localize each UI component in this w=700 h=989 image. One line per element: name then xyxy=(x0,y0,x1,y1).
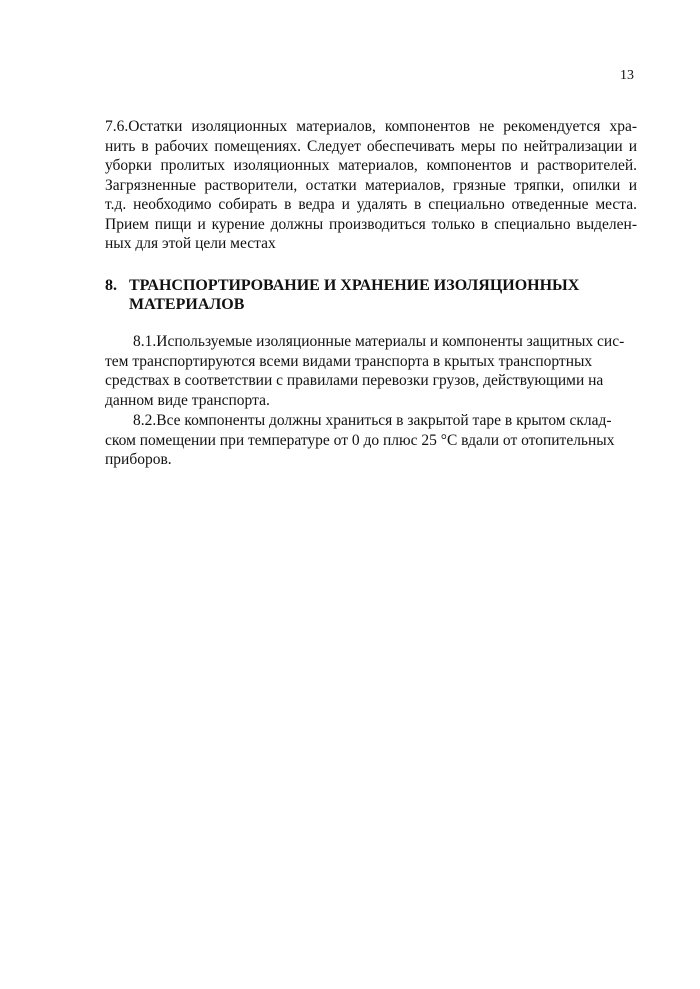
text-line: ных для этой цели местах xyxy=(105,235,276,252)
text-line: средствах в соответствии с правилами перевозки грузов, действующими на xyxy=(105,372,604,389)
text-line: 8.2.Все компоненты должны храниться в закрытой таре в крытом склад- xyxy=(133,412,612,429)
section-title-line-2: МАТЕРИАЛОВ xyxy=(129,296,245,313)
text-line: Загрязненные растворители, остатки материалов, грязные тряпки, опилки и xyxy=(105,176,637,194)
section-heading-8 xyxy=(105,276,625,314)
text-line: Прием пищи и курение должны производиться только в специально выделен- xyxy=(105,215,637,233)
paragraph-7-6 xyxy=(105,117,637,254)
text-line: уборки пролитых изоляционных материалов, компонентов и растворителей. xyxy=(105,157,637,174)
paragraph-8-2 xyxy=(105,411,615,470)
text-line: т.д. необходимо собирать в ведра и удалять в специально отведенные места. xyxy=(105,196,637,213)
text-line: 7.6.Остатки изоляционных материалов, компонентов не рекомендуется хра- xyxy=(105,118,637,135)
text-line: нить в рабочих помещениях. Следует обеспечивать меры по нейтрализации и xyxy=(105,137,637,155)
text-line: тем транспортируются всеми видами транспорта в крытых транспортных xyxy=(105,352,593,370)
section-title-line-1: ТРАНСПОРТИРОВАНИЕ И ХРАНЕНИЕ ИЗОЛЯЦИОННЫХ xyxy=(129,277,580,294)
text-line: приборов. xyxy=(105,451,172,468)
section-number: 8. xyxy=(105,277,117,294)
page-number: 13 xyxy=(620,68,634,83)
text-line: ском помещении при температуре от 0 до плюс 25 °С вдали от отопительных xyxy=(105,431,615,449)
paragraph-8-1 xyxy=(105,332,625,410)
text-line: данном виде транспорта. xyxy=(105,391,270,409)
text-line: 8.1.Используемые изоляционные материалы и компоненты защитных сис- xyxy=(133,333,625,350)
